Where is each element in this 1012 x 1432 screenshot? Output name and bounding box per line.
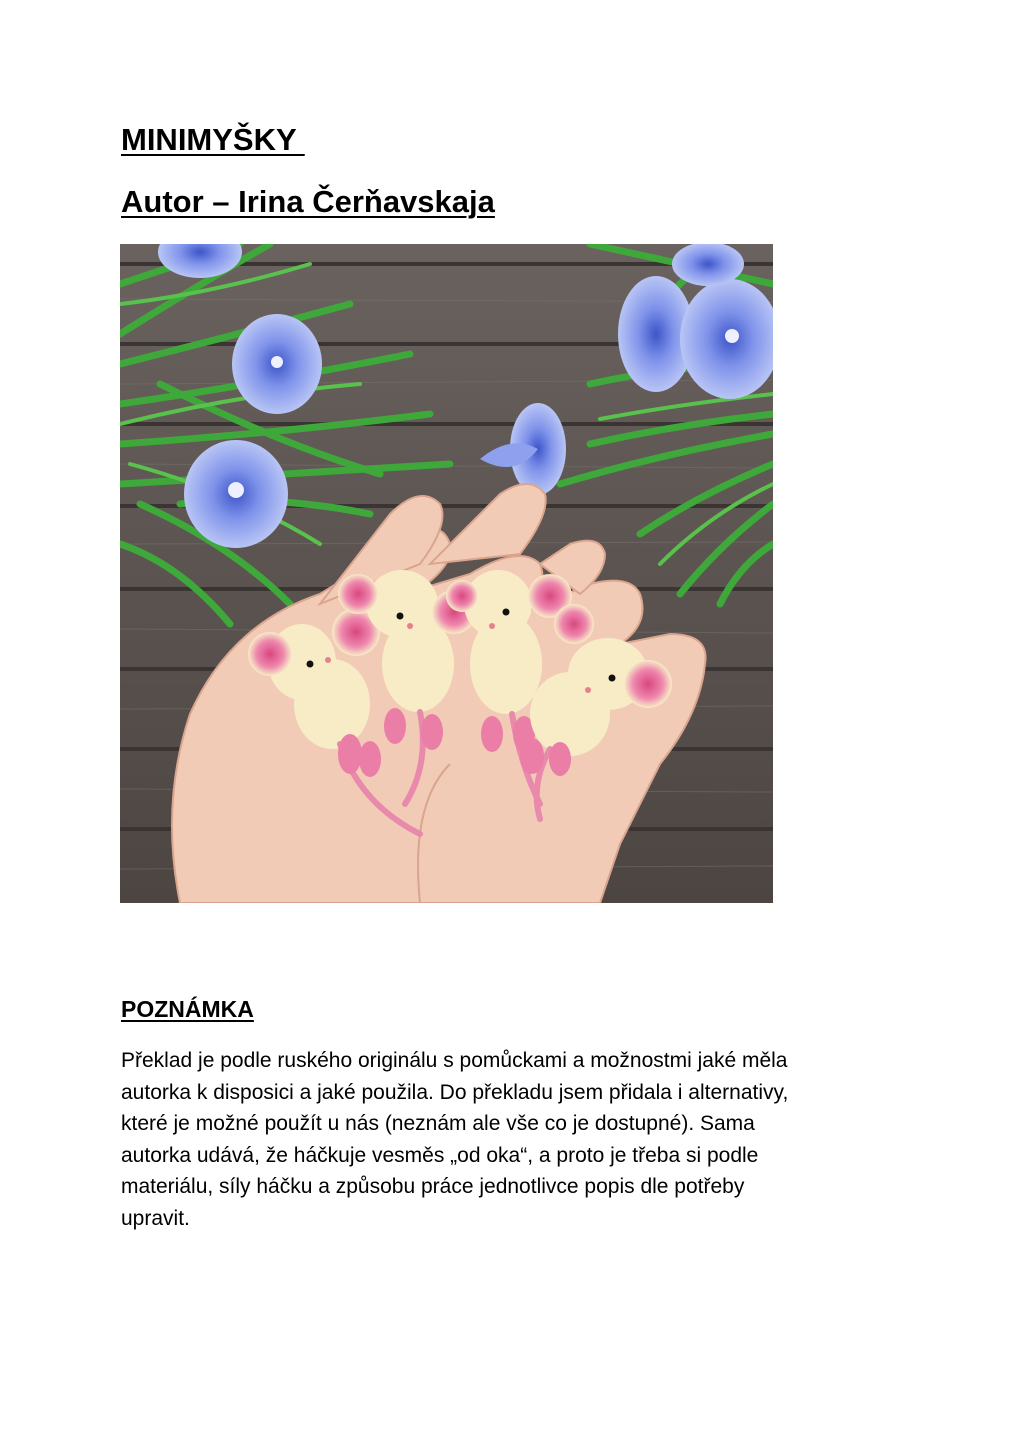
- mice-photo-illustration: [120, 244, 773, 903]
- note-paragraph: [121, 1045, 901, 1235]
- note-heading: POZNÁMKA: [121, 996, 254, 1022]
- note-line: autorka udává, že háčkuje vesměs „od oka“, a proto je třeba si podle: [121, 1143, 759, 1167]
- note-line: autorka k disposici a jaké použila. Do překladu jsem přidala i alternativy,: [121, 1080, 789, 1104]
- note-line: které je možné použít u nás (neznám ale vše co je dostupné). Sama: [121, 1112, 755, 1136]
- document-title: MINIMYŠKY: [121, 122, 305, 157]
- author-line: Autor – Irina Čerňavskaja: [121, 184, 495, 219]
- mice-photo: [120, 244, 773, 903]
- note-line: upravit.: [121, 1206, 190, 1230]
- note-line: Překlad je podle ruského originálu s pomůckami a možnostmi jaké měla: [121, 1049, 788, 1072]
- note-line: materiálu, síly háčku a způsobu práce jednotlivce popis dle potřeby: [121, 1175, 745, 1199]
